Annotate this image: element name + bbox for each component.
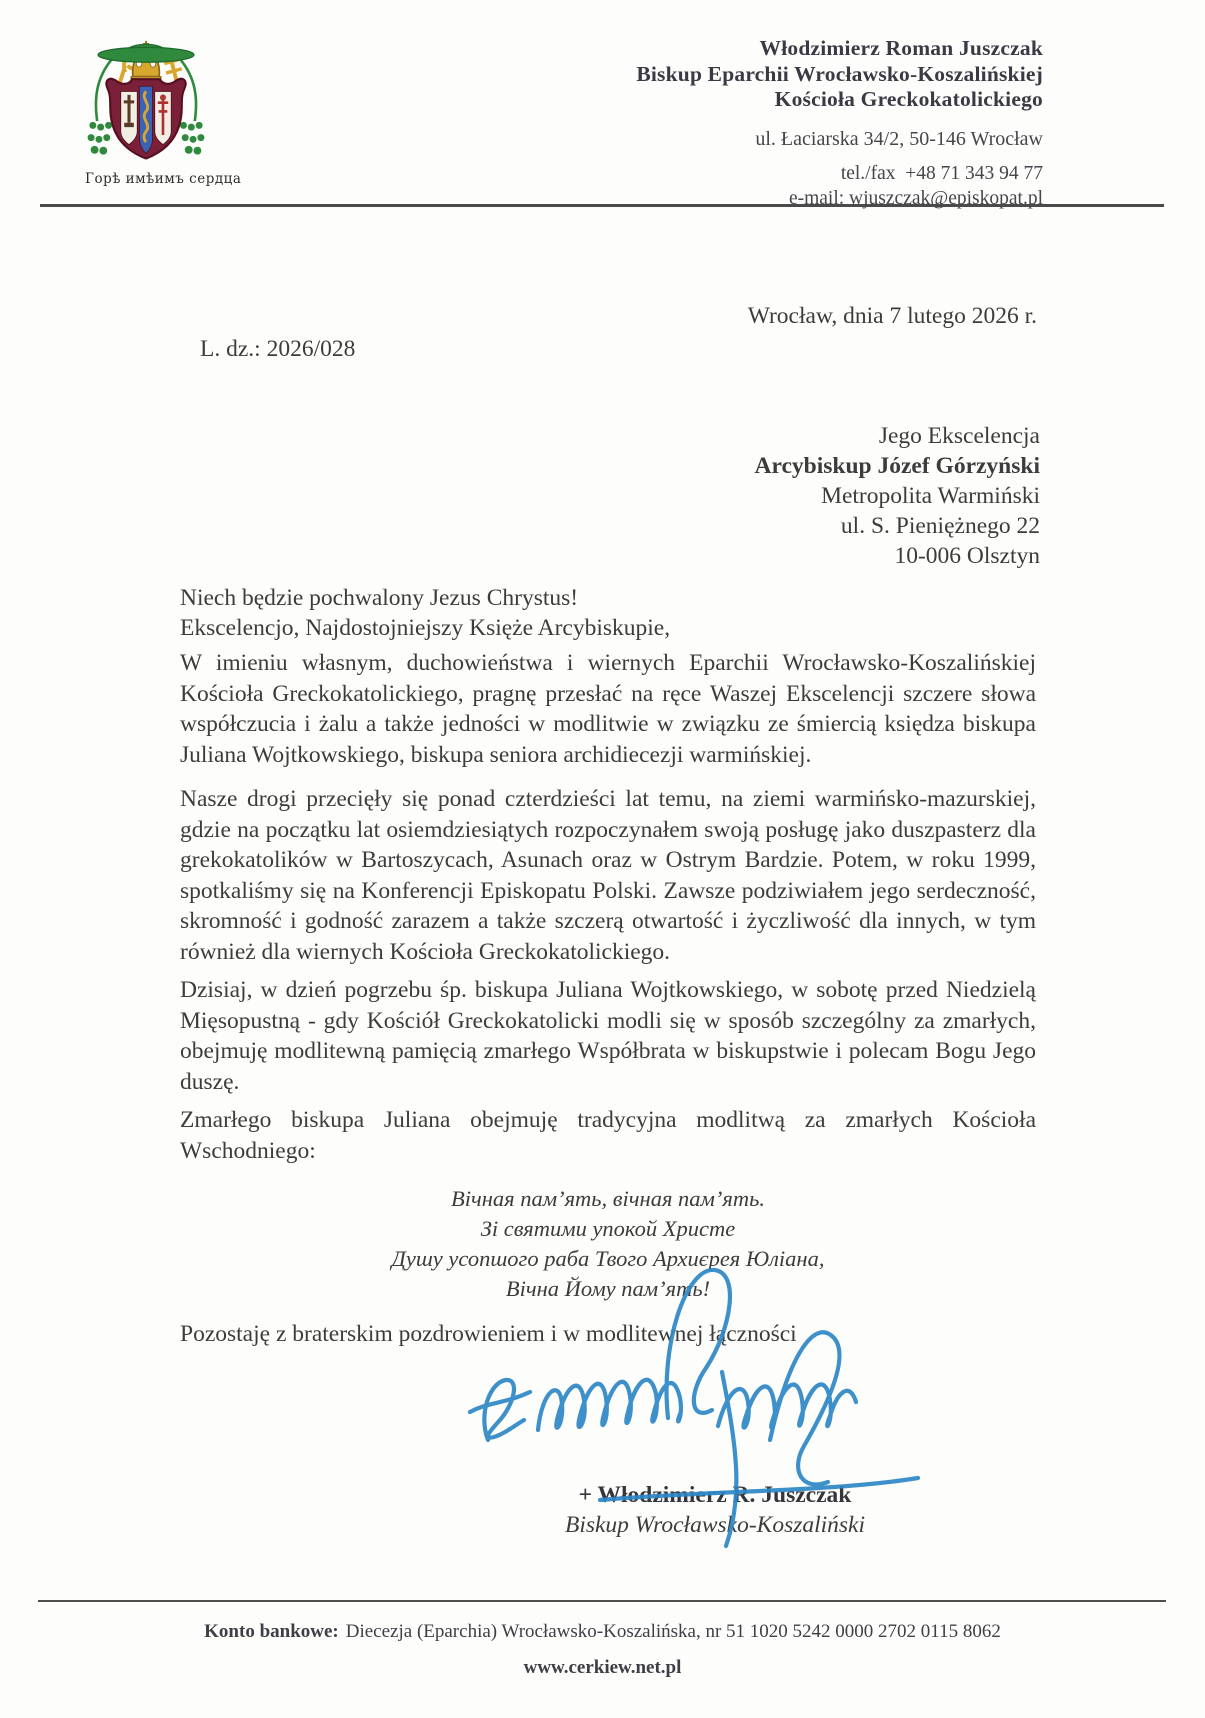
- closing-line: Pozostaję z braterskim pozdrowieniem i w modlitewnej łączności: [180, 1321, 797, 1347]
- letterhead-title-line2: Kościoła Greckokatolickiego: [774, 87, 1043, 111]
- recipient-name: Arcybiskup Józef Górzyński: [754, 453, 1040, 479]
- letterhead-email: e-mail: wjuszczak@episkopat.pl: [788, 187, 1043, 209]
- letterhead-name: Włodzimierz Roman Juszczak: [759, 36, 1043, 60]
- recipient-city: 10-006 Olsztyn: [894, 543, 1040, 569]
- salutation-line-1: Niech będzie pochwalony Jezus Chrystus!: [180, 585, 579, 611]
- website-line: www.cerkiew.net.pl: [523, 1657, 682, 1678]
- reference-number: L. dz.: 2026/028: [200, 336, 356, 362]
- footer-divider: [38, 1600, 1166, 1602]
- prayer-line-2: Зі святими упокой Христе: [480, 1216, 736, 1241]
- coat-of-arms-icon: [85, 34, 207, 168]
- bank-account-label: Konto bankowe:: [204, 1621, 339, 1642]
- tassels-left-icon: [88, 122, 112, 155]
- date-line: Wrocław, dnia 7 lutego 2026 r.: [747, 303, 1037, 329]
- letterhead-title-line1: Biskup Eparchii Wrocławsko-Koszalińskiej: [636, 61, 1043, 86]
- signature-title: Biskup Wrocławsko-Koszaliński: [564, 1512, 866, 1538]
- crest-motto: Горѣ имѣимъ сердца: [85, 171, 242, 187]
- recipient-title: Metropolita Warmiński: [821, 483, 1040, 509]
- header-divider: [40, 204, 1164, 207]
- prayer-line-4: Вічна Йому пам’ять!: [505, 1276, 711, 1301]
- prayer-block: [180, 1184, 1036, 1304]
- tassels-right-icon: [180, 122, 204, 155]
- bank-account-line: [0, 1621, 1205, 1643]
- letterhead-crest: [85, 34, 242, 187]
- salutation-block: [180, 583, 670, 643]
- prayer-line-1: Вічная пам’ять, вічная пам’ять.: [451, 1186, 765, 1211]
- body-paragraph-2: Nasze drogi przecięły się ponad czterdzieści lat temu, na ziemi warmińsko-mazurskiej, gdzie na początku lat osiemdziesiątych rozpoczynałem swoją posługę jako duszpasterz dla grekokatolików w Bartoszycach, Asunach oraz w Ostrym Bardzie. Potem, w roku 1999, spotkaliśmy się na Konferencji Episkopatu Polski. Zawsze podziwiałem jego serdeczność, skromność i godność zarazem a także szczerą otwartość i życzliwość dla innych, w tym również dla wiernych Kościoła Greckokatolickiego.: [180, 786, 1036, 965]
- body-paragraph-1: W imieniu własnym, duchowieństwa i wiernych Eparchii Wrocławsko-Koszalińskiej Kościoła Greckokatolickiego, pragnę przesłać na ręce Waszej Ekscelencji szczere słowa współczucia i żalu a także jedności w modlitwie w związku ze śmiercią księdza biskupa Juliana Wojtkowskiego, biskupa seniora archidiecezji warmińskiej.: [180, 650, 1036, 768]
- recipient-block: [755, 421, 1041, 571]
- body-paragraph-3: Dzisiaj, w dzień pogrzebu śp. biskupa Juliana Wojtkowskiego, w sobotę przed Niedzielą Mięsopustną - gdy Kościół Greckokatolicki modli się w sposób szczególny za zmarłych, obejmuję modlitewną pamięcią zmarłego Współbrata w biskupstwie i polecam Bogu Jego duszę.: [180, 977, 1036, 1095]
- letterhead-phone: tel./fax +48 71 343 94 77: [840, 162, 1043, 184]
- recipient-street: ul. S. Pieniężnego 22: [840, 513, 1040, 539]
- letterhead-text-block: [636, 36, 1043, 210]
- signature-block: [480, 1350, 950, 1540]
- recipient-honorific: Jego Ekscelencja: [878, 423, 1040, 449]
- letterhead-address: ul. Łaciarska 34/2, 50-146 Wrocław: [755, 127, 1043, 150]
- bank-account-value: Diecezja (Eparchia) Wrocławsko-Koszalińska, nr 51 1020 5242 0000 2702 0115 8062: [345, 1621, 1001, 1642]
- prayer-line-3: Душу усопшого раба Твого Архиєрея Юліана,: [391, 1246, 825, 1271]
- signature-name: + Włodzimierz R. Juszczak: [578, 1482, 852, 1508]
- body-paragraph-4: Zmarłego biskupa Juliana obejmuję tradycyjna modlitwą za zmarłych Kościoła Wschodniego:: [180, 1107, 1036, 1164]
- salutation-line-2: Ekscelencjo, Najdostojniejszy Księże Arcybiskupie,: [180, 615, 671, 641]
